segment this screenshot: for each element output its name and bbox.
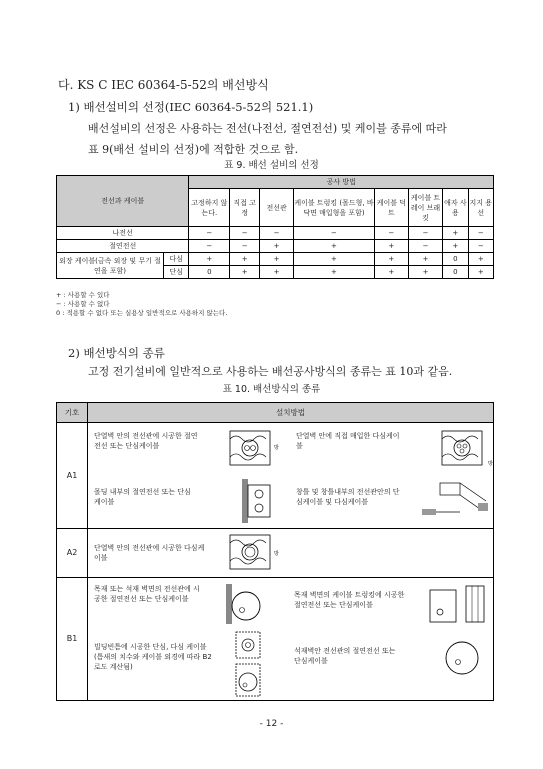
method-cell [88,423,293,474]
cell: + [294,240,375,253]
subsection-1-title: 1) 배선설비의 선정(IEC 60364-5-52의 521.1) [68,100,314,114]
svg-text:방: 방 [274,551,279,557]
row-label: 외장 케이블(금속 외장 및 무기 절연을 포함) [57,253,164,279]
molding-icon [228,477,288,525]
row-sublabel: 단심 [164,266,189,279]
table-row [57,240,494,253]
masonry-conduit-icon [442,638,486,682]
col-code-header: 기호 [57,403,88,423]
cell: + [374,253,408,266]
cell: + [443,240,468,253]
empty-cell [292,529,494,578]
cell: + [189,253,230,266]
method-header: 케이블 트렁킹 (몰드형, 바닥면 매입형을 포함) [294,189,375,227]
cable-in-wall-icon [440,429,496,469]
note-zero: 0 : 적용할 수 없다 또는 실용상 일반적으로 사용하지 않는다. [56,309,228,317]
method-header: 전선관 [260,189,294,227]
cell: − [189,240,230,253]
method-cell [88,529,293,578]
table-row [57,253,494,266]
method-text: 창틀 및 창틀내부의 전선관안의 단심케이블 및 다심케이블 [296,488,400,506]
row-sublabel: 다심 [164,253,189,266]
method-text: 단열벽 안의 전선관에 시공한 다심케이블 [94,544,205,562]
paragraph-1-line-1: 배선설비의 선정은 사용하는 전선(나전선, 절연전선) 및 케이블 종류에 따라 [88,122,447,135]
table-row [57,423,494,474]
method-header: 애자 사용 [443,189,468,227]
cell: + [443,227,468,240]
conduit-in-wall-icon [228,429,284,467]
cell: + [260,253,294,266]
cell: + [374,266,408,279]
method-cell [88,628,293,701]
table-row [57,473,494,529]
note-minus: − : 사용할 수 없다 [56,300,110,308]
note-plus: + : 사용할 수 있다 [56,291,110,299]
method-cell [292,473,494,529]
cell: + [230,266,260,279]
method-header: 직접 고정 [230,189,260,227]
cell: − [374,227,408,240]
cell: + [408,253,442,266]
trunking-icon [420,582,490,626]
multicore-conduit-icon [228,533,284,573]
cell: − [468,227,493,240]
paragraph-2: 고정 전기설비에 일반적으로 사용하는 배선공사방식의 종류는 표 10과 같음. [88,365,453,378]
table-9 [56,175,494,279]
method-cell [88,578,293,629]
method-text: 빌딩빈틈에 시공한 단심, 다심 케이블(틈새의 치수와 케이블 외경에 따라 B2로도 계산됨) [94,643,212,671]
cell: − [408,227,442,240]
method-cell [88,473,293,529]
conduit-on-wall-icon [224,582,284,626]
method-header: 케이블 덕트 [374,189,408,227]
method-header: 지지 용선 [468,189,493,227]
method-text: 단열벽 안에 직접 매입한 다심케이블 [296,432,400,450]
cell: − [408,240,442,253]
cell: + [260,266,294,279]
table-row [57,578,494,629]
cell: 0 [443,253,468,266]
cell: 0 [443,266,468,279]
cell: + [468,253,493,266]
table-row [57,628,494,701]
method-cell [292,628,494,701]
method-text: 목재 또는 석재 벽면의 전선관에 시공한 절연전선 또는 단심케이블 [94,585,200,603]
method-text: 단열벽 안의 전선관에 시공한 절연전선 또는 단심케이블 [94,432,198,450]
cell: − [230,240,260,253]
method-header: 고정하지 않는다. [189,189,230,227]
method-text: 석재벽안 전선관의 절연전선 또는 단심케이블 [294,647,396,665]
row-code: A2 [57,529,88,578]
svg-text:방: 방 [274,445,279,451]
svg-text:방: 방 [488,461,493,467]
cell: + [468,266,493,279]
cell: − [260,227,294,240]
cell: + [374,240,408,253]
cell: + [294,253,375,266]
table-9-notes [56,291,227,318]
paragraph-1-line-2: 표 9(배선 설비의 선정)에 적합한 것으로 함. [88,143,299,156]
table-9-caption: 표 9. 배선 설비의 선정 [224,160,319,171]
cell: − [294,227,375,240]
building-void-icon [234,630,284,698]
cell: + [408,266,442,279]
method-cell [292,578,494,629]
table-row [57,227,494,240]
method-text: 몰딩 내부의 절연전선 또는 단심케이블 [94,488,191,506]
cell: 0 [189,266,230,279]
table-row [57,529,494,578]
cell: + [294,266,375,279]
cell: − [189,227,230,240]
table-10-caption: 표 10. 배선방식의 종류 [222,384,321,395]
table-10 [56,402,494,701]
cell: + [230,253,260,266]
method-group-header: 공사 방법 [189,176,494,189]
row-code: B1 [57,578,88,701]
window-frame-icon [420,479,498,523]
cell: − [230,227,260,240]
section-heading: 다. KS C IEC 60364-5-52의 배선방식 [58,78,269,92]
page-number: - 12 - [259,719,284,729]
subsection-2-title: 2) 배선방식의 종류 [68,346,165,360]
cell: + [260,240,294,253]
method-text: 목재 벽면의 케이블 트렁킹에 시공한 절연전선 또는 단심케이블 [294,591,405,609]
col-wire-header: 전선과 케이블 [57,176,189,227]
method-cell [292,423,494,474]
col-method-header: 설치방법 [88,403,494,423]
row-label: 나전선 [57,227,189,240]
row-code: A1 [57,423,88,529]
method-header: 케이블 트레이 브래킷 [408,189,442,227]
row-label: 절연전선 [57,240,189,253]
cell: − [468,240,493,253]
